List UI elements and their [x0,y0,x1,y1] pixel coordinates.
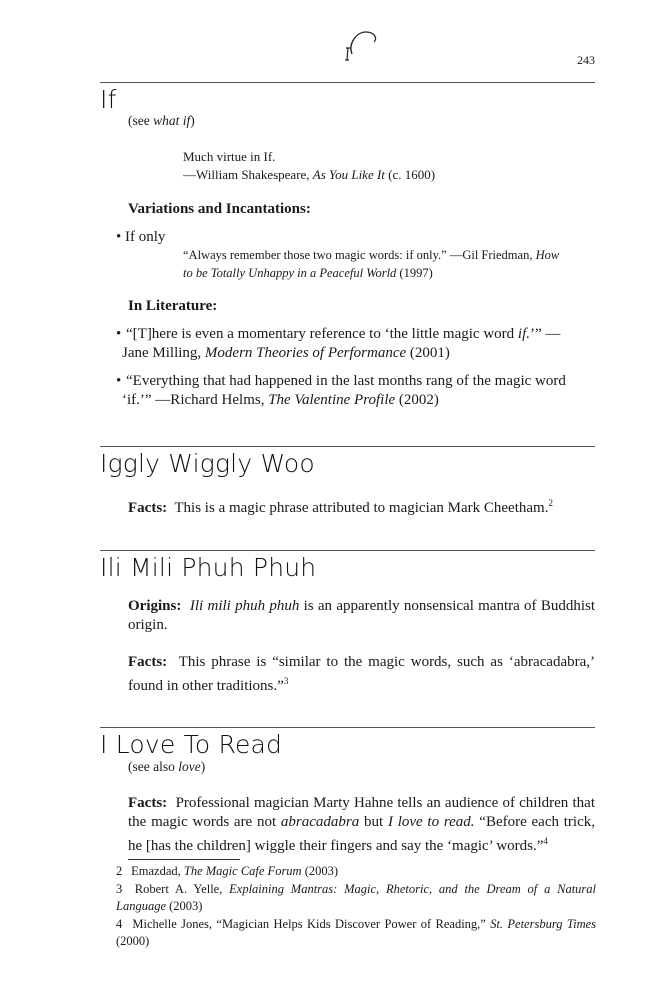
literature-bullet: • “[T]here is even a momentary reference to ‘the little magic word if.’” — Jane Milling, Modern Theories of Performance (2001) [116,326,561,361]
footnote-ref: 3 [283,676,289,686]
facts-paragraph: Facts: Professional magician Marty Hahne tells an audience of children that the magic words are not abracadabra but I love to read. “Before each trick, he [has the children] wiggle their fingers and say the ‘magic’ words.”$^4$ [128,795,595,854]
chapter-letter-ornament [338,26,380,62]
footnote: 3 Robert A. Yelle, Explaining Mantras: Magic, Rhetoric, and the Dream of a Natural Language (2003) [116,881,597,913]
variation-bullet: • If only [116,229,166,245]
see-reference: (see also love) [128,759,206,774]
entry-title: If [100,85,117,114]
entry-divider [100,82,595,83]
section-heading: Variations and Incantations: [128,201,311,217]
entry-divider [100,727,595,728]
page-number: 243 [577,53,595,67]
see-reference: (see what if) [128,113,195,128]
see-link: what if [153,113,191,128]
section-heading: In Literature: [128,298,218,314]
epigraph-attribution: —William Shakespeare, As You Like It (c. 1600) [183,167,436,182]
footnote: 2 Emazdad, The Magic Cafe Forum (2003) [116,864,339,878]
footnote: 4 Michelle Jones, “Magician Helps Kids Discover Power of Reading,” St. Petersburg Times (2000) [116,916,597,948]
facts-paragraph: Facts: This is a magic phrase attributed to magician Mark Cheetham.$^2$ [128,498,553,516]
footnote-divider [128,859,240,860]
literature-bullet: • “Everything that had happened in the last months rang of the magic word ‘if.’” —Richard Helms, The Valentine Profile (2002) [116,373,566,408]
see-link: love [178,759,201,774]
footnotes [116,863,596,951]
epigraph-text: Much virtue in If. [183,149,276,164]
origins-paragraph: Origins: Ili mili phuh phuh is an apparently nonsensical mantra of Buddhist origin. [128,598,595,633]
entry-divider [100,446,595,447]
entry-title: I Love To Read [100,730,283,759]
entry-title: Iggly Wiggly Woo [100,449,315,478]
footnote-ref: 4 [543,836,548,846]
epigraph [183,148,595,184]
facts-paragraph: Facts: This phrase is “similar to the magic words, such as ‘abracadabra,’ found in other traditions.”$^3$ [128,654,595,694]
entry-title: Ili Mili Phuh Phuh [100,553,317,582]
footnote-ref: 2 [548,498,553,508]
entry-divider [100,550,595,551]
variation-quote: “Always remember those two magic words: if only.” —Gil Friedman, How to be Totally Unhappy in a Peaceful World (1997) [183,248,560,280]
